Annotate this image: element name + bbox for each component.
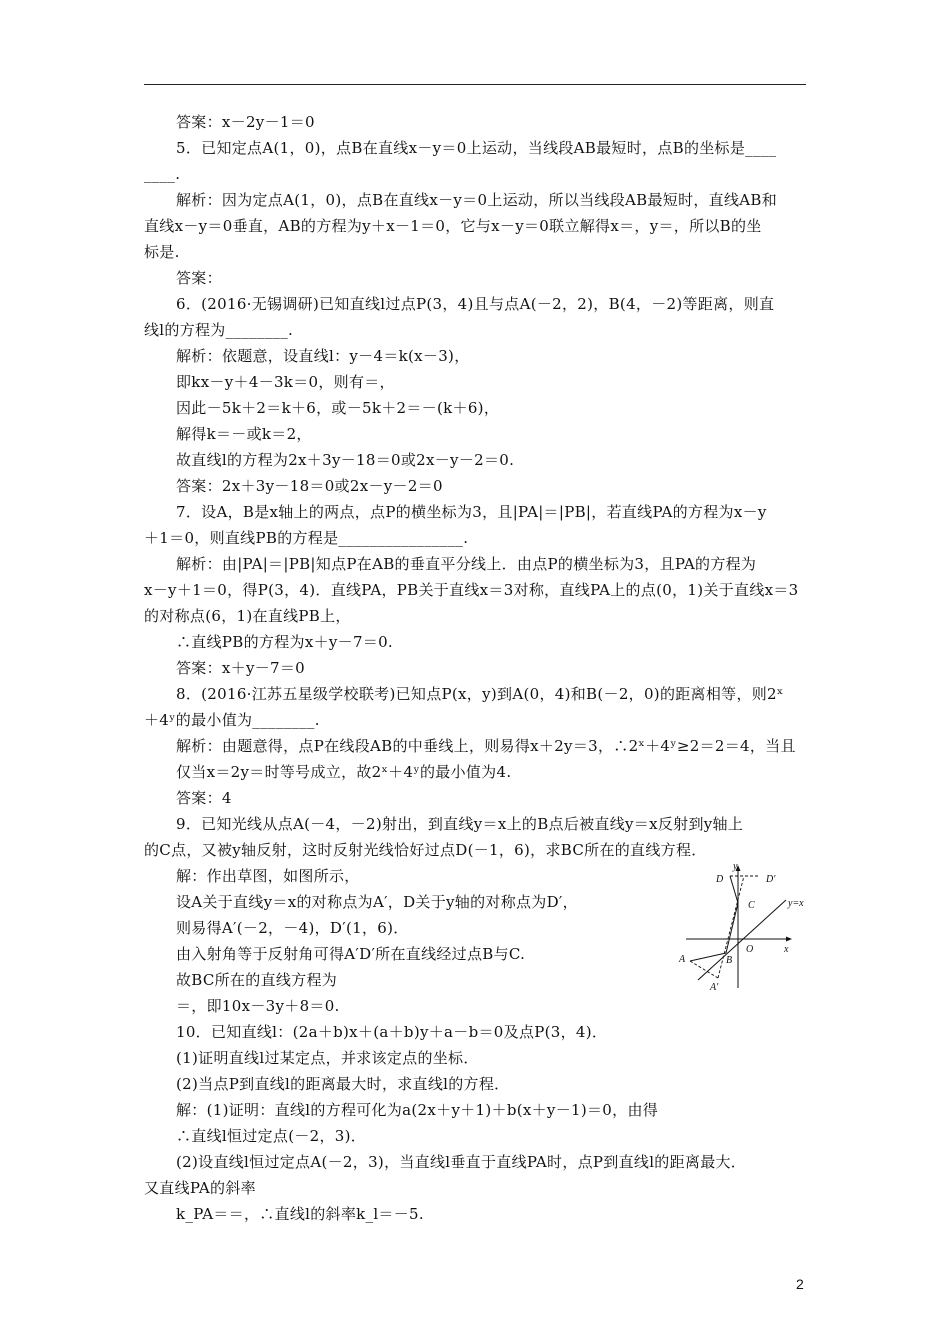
page-number: 2 <box>796 1276 804 1292</box>
label-D: D <box>716 874 724 885</box>
text-line: 又直线PA的斜率 <box>144 1179 256 1197</box>
text-line: 9．已知光线从点A(－4，－2)射出，到直线y＝x上的B点后被直线y＝x反射到y轴上 <box>176 815 744 833</box>
text-line: 仅当x＝2y＝时等号成立，故2ˣ＋4ʸ的最小值为4. <box>176 763 512 781</box>
text-line: ＋4ʸ的最小值为________. <box>144 711 320 729</box>
text-line: 因此－5k＋2＝k＋6，或－5k＋2＝－(k＋6)， <box>176 399 500 417</box>
text-line: 答案：x－2y－1＝0 <box>176 113 315 131</box>
text-line: 解：作出草图，如图所示， <box>176 867 360 885</box>
text-line: 的对称点(6，1)在直线PB上， <box>144 607 351 625</box>
x-axis-arrow <box>786 937 792 942</box>
text-line: 解析：由题意得，点P在线段AB的中垂线上，则易得x＋2y＝3，∴2ˣ＋4ʸ≥2＝2＝4，当且 <box>176 737 796 755</box>
ray-C-D <box>730 876 738 903</box>
text-line: (2)设直线l恒过定点A(－2，3)，当直线l垂直于直线PA时，点P到直线l的距离最大． <box>176 1153 747 1171</box>
text-line: 解析：因为定点A(1，0)，点B在直线x－y＝0上运动，所以当线段AB最短时，直线AB和 <box>176 191 778 209</box>
text-line: 设A关于直线y＝x的对称点为A′，D关于y轴的对称点为D′， <box>176 893 578 911</box>
dashed-A-Ap <box>690 961 718 978</box>
text-line: ＝，即10x－3y＋8＝0. <box>176 997 340 1015</box>
label-O: O <box>746 944 754 955</box>
text-line: 由入射角等于反射角可得A′D′所在直线经过点B与C. <box>176 945 526 963</box>
text-line: 8．(2016·江苏五星级学校联考)已知点P(x，y)到A(0，4)和B(－2，0)的距离相等，则2ˣ <box>176 685 784 703</box>
text-line: 10．已知直线l：(2a＋b)x＋(a＋b)y＋a－b＝0及点P(3，4)． <box>176 1023 608 1041</box>
text-line: 故BC所在的直线方程为 <box>176 971 338 989</box>
reflection-diagram <box>676 860 816 995</box>
text-line: 即kx－y＋4－3k＝0，则有＝， <box>176 373 395 391</box>
label-B: B <box>726 955 733 966</box>
text-line: ____. <box>144 165 181 183</box>
text-line: 6．(2016·无锡调研)已知直线l过点P(3，4)且与点A(－2，2)，B(4，－2)等距离，则直 <box>176 295 775 313</box>
text-line: ∴直线PB的方程为x＋y－7＝0. <box>176 633 394 651</box>
text-line: 故直线l的方程为2x＋3y－18＝0或2x－y－2＝0. <box>176 451 515 469</box>
text-line: 解：(1)证明：直线l的方程可化为a(2x＋y＋1)＋b(x＋y－1)＝0，由得 <box>176 1101 659 1119</box>
label-x: x <box>784 944 789 955</box>
text-line: 解析：由|PA|＝|PB|知点P在AB的垂直平分线上．由点P的横坐标为3，且PA的方程为 <box>176 555 757 573</box>
text-line: 答案：4 <box>176 789 232 807</box>
text-line: 答案：2x＋3y－18＝0或2x－y－2＝0 <box>176 477 443 495</box>
text-line: 则易得A′(－2，－4)，D′(1，6)． <box>176 919 409 937</box>
text-line: 解得k＝－或k＝2， <box>176 425 312 443</box>
label-y-eq-x: y=x <box>788 898 804 909</box>
text-line: 直线x－y＝0垂直，AB的方程为y＋x－1＝0，它与x－y＝0联立解得x＝，y＝，所以B的坐 <box>144 217 762 235</box>
text-line: ＋1＝0，则直线PB的方程是________________. <box>144 529 469 547</box>
text-line: 答案：x＋y－7＝0 <box>176 659 306 677</box>
text-line: 线l的方程为________. <box>144 321 294 339</box>
text-line: ∴直线l恒过定点(－2，3)． <box>176 1127 367 1145</box>
label-A: A <box>679 954 686 965</box>
text-line: 解析：依题意，设直线l：y－4＝k(x－3)， <box>176 347 470 365</box>
text-line: 的C点，又被y轴反射，这时反射光线恰好过点D(－1，6)，求BC所在的直线方程． <box>144 841 707 859</box>
label-A-prime: A′ <box>710 982 719 993</box>
text-line: 标是. <box>144 243 180 261</box>
text-line: (1)证明直线l过某定点，并求该定点的坐标． <box>176 1049 479 1067</box>
text-line: 5．已知定点A(1，0)，点B在直线x－y＝0上运动，当线段AB最短时，点B的坐标是____ <box>176 139 777 157</box>
text-line: 7．设A，B是x轴上的两点，点P的横坐标为3，且|PA|＝|PB|，若直线PA的方程为x－y <box>176 503 767 521</box>
text-line: k_PA＝＝，∴直线l的斜率k_l＝－5. <box>176 1205 424 1223</box>
label-D-prime: D′ <box>766 874 776 885</box>
text-line: 答案： <box>176 269 222 287</box>
text-line: x－y＋1＝0，得P(3，4)．直线PA，PB关于直线x＝3对称，直线PA上的点(0，1)关于直线x＝3 <box>144 581 799 599</box>
label-y: y <box>733 861 738 872</box>
line-y-eq-x <box>698 900 786 980</box>
label-C: C <box>748 900 755 911</box>
text-line: (2)当点P到直线l的距离最大时，求直线l的方程． <box>176 1075 510 1093</box>
header-rule <box>144 84 806 85</box>
